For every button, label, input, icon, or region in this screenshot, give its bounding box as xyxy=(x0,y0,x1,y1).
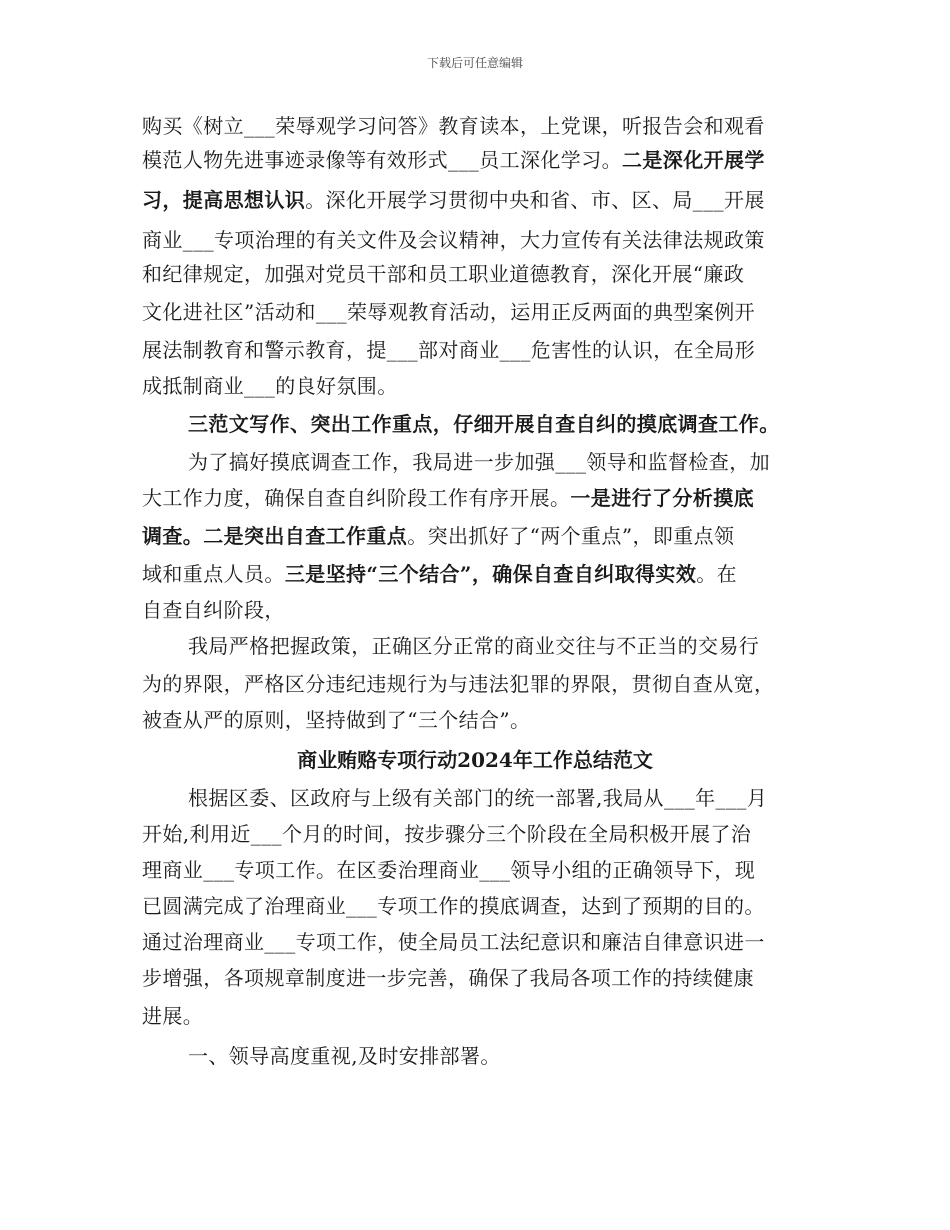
paragraph-line xyxy=(142,524,734,548)
text-run: 。深化开展学习贯彻中央和省、市、区、局___开展 xyxy=(305,188,765,212)
bold-text-run: 二是深化开展学 xyxy=(622,148,765,172)
text-run: 域和重点人员。 xyxy=(142,562,285,586)
paragraph-line: 商业___专项治理的有关文件及会议精神，大力宣传有关法律法规政策 xyxy=(142,228,765,252)
paragraph-line xyxy=(142,188,765,212)
section-subheading: 一、领导高度重视,及时安排部署。 xyxy=(188,1044,501,1068)
paragraph-line: 进展。 xyxy=(142,1004,204,1028)
paragraph-line: 理商业___专项工作。在区委治理商业___领导小组的正确领导下，现 xyxy=(142,858,756,882)
text-run: 。突出抓好了“两个重点”，即重点领 xyxy=(407,524,735,548)
text-run: 模范人物先进事迹录像等有效形式___员工深化学习。 xyxy=(142,148,622,172)
page-header-note: 下载后可任意编辑 xyxy=(426,56,523,70)
article-title: 商业贿赂专项行动2024年工作总结范文 xyxy=(297,748,653,772)
text-run: 大工作力度，确保自查自纠阶段工作有序开展。 xyxy=(142,486,571,510)
paragraph-line: 文化进社区”活动和___荣辱观教育活动，运用正反两面的典型案例开 xyxy=(142,300,756,324)
bold-text-run: 习，提高思想认识 xyxy=(142,188,306,212)
bold-text-run: 三是坚持“三个结合”，确保自查自纠取得实效 xyxy=(284,562,697,586)
paragraph-line: 开始,利用近___个月的时间，按步骤分三个阶段在全局积极开展了治 xyxy=(142,822,752,846)
paragraph-line: 展法制教育和警示教育，提___部对商业___危害性的认识，在全局形 xyxy=(142,338,756,362)
paragraph-line: 步增强，各项规章制度进一步完善，确保了我局各项工作的持续健康 xyxy=(142,966,754,990)
paragraph-line: 我局严格把握政策，正确区分正常的商业交往与不正当的交易行 xyxy=(188,634,760,658)
paragraph-line: 成抵制商业___的良好氛围。 xyxy=(142,374,398,398)
paragraph-line: 已圆满完成了治理商业___专项工作的摸底调查，达到了预期的目的。 xyxy=(142,894,765,918)
paragraph-line: 为了搞好摸底调查工作，我局进一步加强___领导和监督检查，加 xyxy=(188,450,770,474)
paragraph-line: 为的界限，严格区分违纪违规行为与违法犯罪的界限，贯彻自查从宽， xyxy=(142,672,775,696)
paragraph-line: 通过治理商业___专项工作，使全局员工法纪意识和廉洁自律意识进一 xyxy=(142,930,765,954)
paragraph-line xyxy=(142,562,737,586)
paragraph-line: 和纪律规定，加强对党员干部和员工职业道德教育，深化开展“廉政 xyxy=(142,262,745,286)
text-run: 。在 xyxy=(696,562,738,586)
paragraph-line: 自查自纠阶段， xyxy=(142,598,285,622)
paragraph-line: 根据区委、区政府与上级有关部门的统一部署,我局从___年___月 xyxy=(188,786,768,810)
bold-text-run: 调查。二是突出自查工作重点 xyxy=(142,524,408,548)
bold-text-run: 一是进行了分析摸底 xyxy=(570,486,755,510)
paragraph-line xyxy=(142,486,754,510)
paragraph-line: 被查从严的原则，坚持做到了“三个结合”。 xyxy=(142,708,531,732)
paragraph-line: 购买《树立___荣辱观学习问答》教育读本，上党课，听报告会和观看 xyxy=(142,114,765,138)
paragraph-line xyxy=(142,148,765,172)
section-heading: 三范文写作、突出工作重点，仔细开展自查自纠的摸底调查工作。 xyxy=(188,412,780,436)
